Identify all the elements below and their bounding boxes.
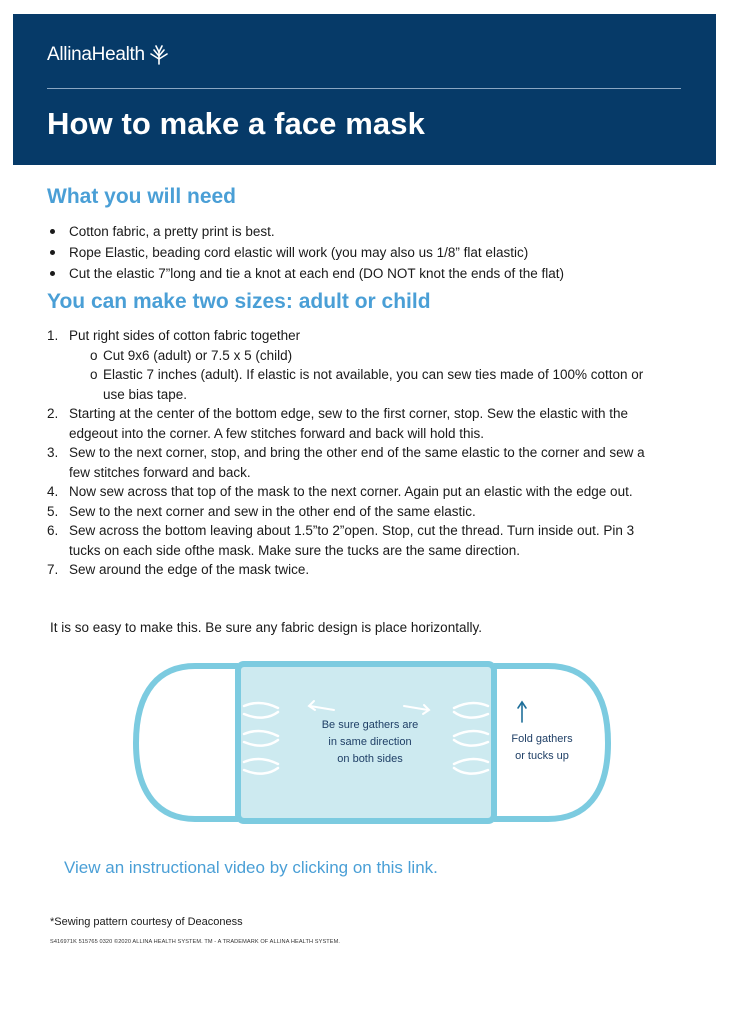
step-text: Put right sides of cotton fabric together (69, 328, 301, 343)
step-number: 4. (47, 484, 59, 499)
step-number: 5. (47, 503, 59, 519)
step-number: 3. (47, 445, 59, 460)
legal-text: S416971K 515765 0320 ©2020 ALLINA HEALTH SYSTEM. TM - A TRADEMARK OF ALLINA HEALTH SYSTEM. (50, 939, 341, 945)
gathers-label-line: on both sides (337, 753, 403, 765)
step-number: 2. (47, 406, 59, 421)
left-ear-loop (136, 666, 238, 819)
gathers-label-line: in same direction (328, 736, 412, 748)
step-item (47, 482, 647, 502)
page-header (13, 14, 716, 165)
step-item (47, 404, 647, 443)
step-item (47, 326, 647, 404)
step-number: 7. (47, 562, 59, 577)
sub-item (69, 365, 647, 404)
instruction-steps (47, 326, 647, 580)
sub-bullet: o (90, 367, 98, 382)
step-text: Sew across the bottom leaving about 1.5”to 2”open. Stop, cut the thread. Turn inside out. Pin 3 tucks on each side ofthe mask. Make sure the tucks are the same direction. (69, 523, 635, 558)
list-item: Rope Elastic, beading cord elastic will work (you may also us 1/8” flat elastic) (47, 242, 687, 263)
step-item (47, 521, 647, 560)
step-text: Sew around the edge of the mask twice. (69, 562, 310, 577)
sub-text: Elastic 7 inches (adult). If elastic is not available, you can sew ties made of 100% cotton or use bias tape. (103, 367, 644, 402)
gathers-label-line: Be sure gathers are (321, 719, 419, 731)
sub-item (69, 346, 647, 366)
header-divider (47, 88, 681, 89)
footnote: *Sewing pattern courtesy of Deaconess (50, 916, 243, 928)
brand-name: AllinaHealth (47, 44, 145, 65)
step-text: Sew to the next corner and sew in the other end of the same elastic. (69, 503, 476, 519)
video-link[interactable]: View an instructional video by clicking on this link. (64, 858, 438, 877)
list-item: Cut the elastic 7”long and tie a knot at each end (DO NOT knot the ends of the flat) (47, 263, 687, 284)
list-item: Cotton fabric, a pretty print is best. (47, 221, 687, 242)
fold-label-line: or tucks up (515, 750, 569, 762)
fold-label (498, 731, 586, 765)
step-number: 1. (47, 328, 59, 343)
sub-list (69, 346, 647, 405)
section-heading-need: What you will need (47, 185, 237, 208)
up-arrow-icon (518, 702, 526, 722)
section-heading-sizes: You can make two sizes: adult or child (47, 290, 431, 313)
allina-health-logo (47, 44, 170, 66)
fold-label-line: Fold gathers (511, 733, 573, 745)
fabric-note: It is so easy to make this. Be sure any fabric design is place horizontally. (50, 620, 482, 635)
page-title: How to make a face mask (47, 106, 425, 141)
step-item (47, 560, 647, 580)
gathers-label (295, 717, 445, 768)
leaf-logo-icon (148, 45, 170, 65)
step-text: Starting at the center of the bottom edge, sew to the first corner, stop. Sew the elastic with the edgeout into the corner. A few stitches forward and back will hold this. (69, 406, 629, 441)
supplies-list (47, 221, 687, 284)
step-text: Sew to the next corner, stop, and bring the other end of the same elastic to the corner and sew a few stitches forward and back. (69, 445, 645, 480)
sub-text: Cut 9x6 (adult) or 7.5 x 5 (child) (103, 347, 293, 363)
sub-bullet: o (90, 347, 98, 363)
step-item (47, 443, 647, 482)
step-item (47, 502, 647, 522)
step-number: 6. (47, 523, 59, 538)
step-text: Now sew across that top of the mask to the next corner. Again put an elastic with the edge out. (69, 484, 633, 499)
